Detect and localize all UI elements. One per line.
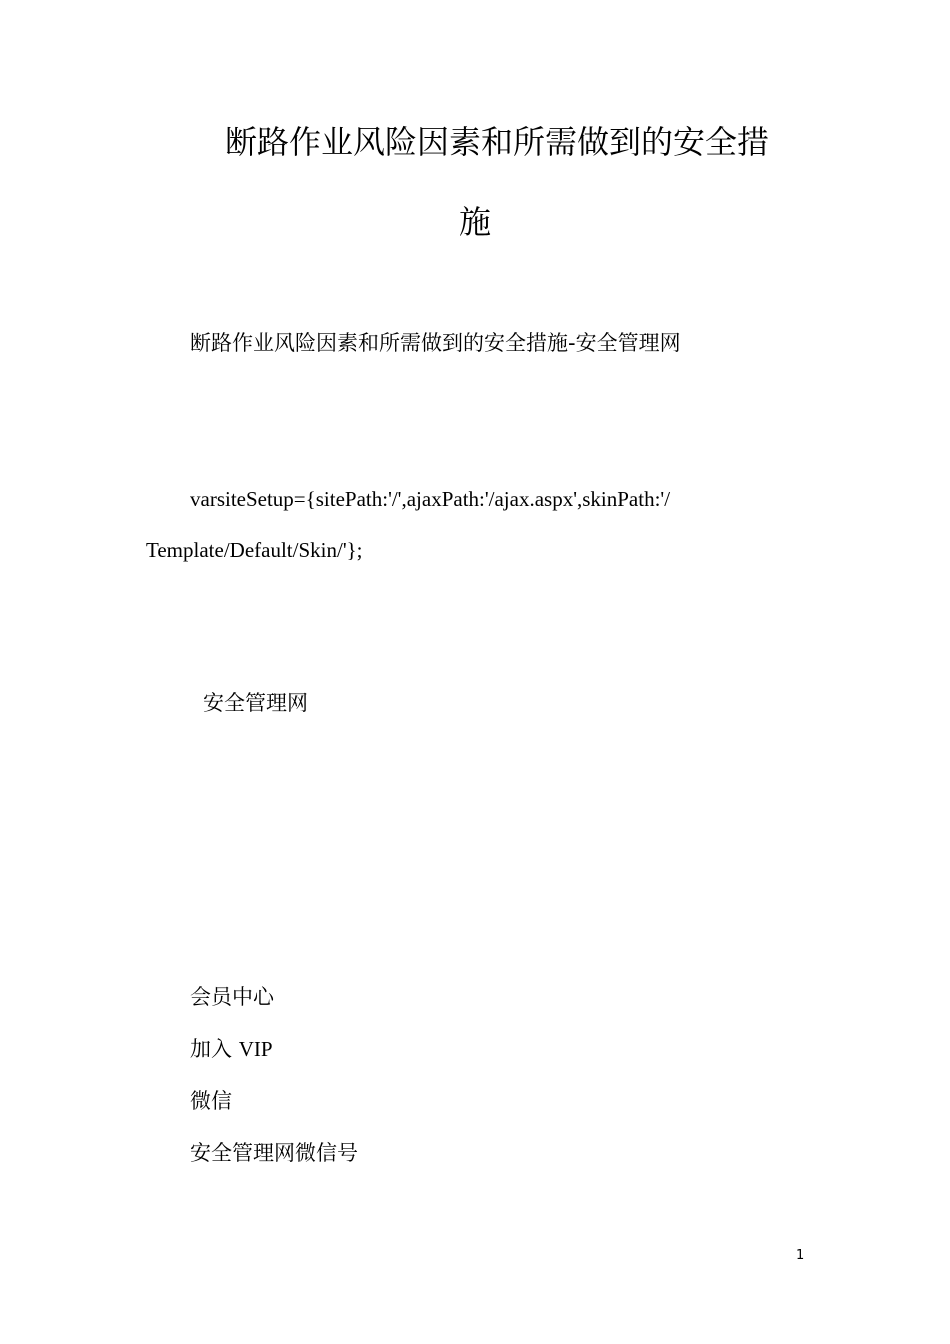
join-vip-link[interactable] — [190, 1034, 358, 1086]
vip-label: VIP — [238, 1037, 273, 1061]
member-center-link[interactable]: 会员中心 — [190, 985, 274, 1009]
document-title-line-1: 断路作业风险因素和所需做到的安全措 — [225, 123, 770, 161]
wechat-link[interactable]: 微信 — [190, 1089, 232, 1113]
script-text-line-2: Template/Default/Skin/'}; — [146, 538, 363, 562]
join-vip-label: 加入 — [190, 1037, 239, 1061]
link-list — [190, 982, 358, 1190]
document-title-line-2: 施 — [458, 203, 491, 241]
script-text-line-1: varsiteSetup={sitePath:'/',ajaxPath:'/ajax.aspx',skinPath:'/ — [190, 487, 671, 511]
wechat-account-link[interactable]: 安全管理网微信号 — [190, 1141, 358, 1165]
page-number: 1 — [796, 1248, 805, 1263]
document-subtitle: 断路作业风险因素和所需做到的安全措施-安全管理网 — [190, 331, 681, 355]
site-name: 安全管理网 — [203, 691, 308, 715]
